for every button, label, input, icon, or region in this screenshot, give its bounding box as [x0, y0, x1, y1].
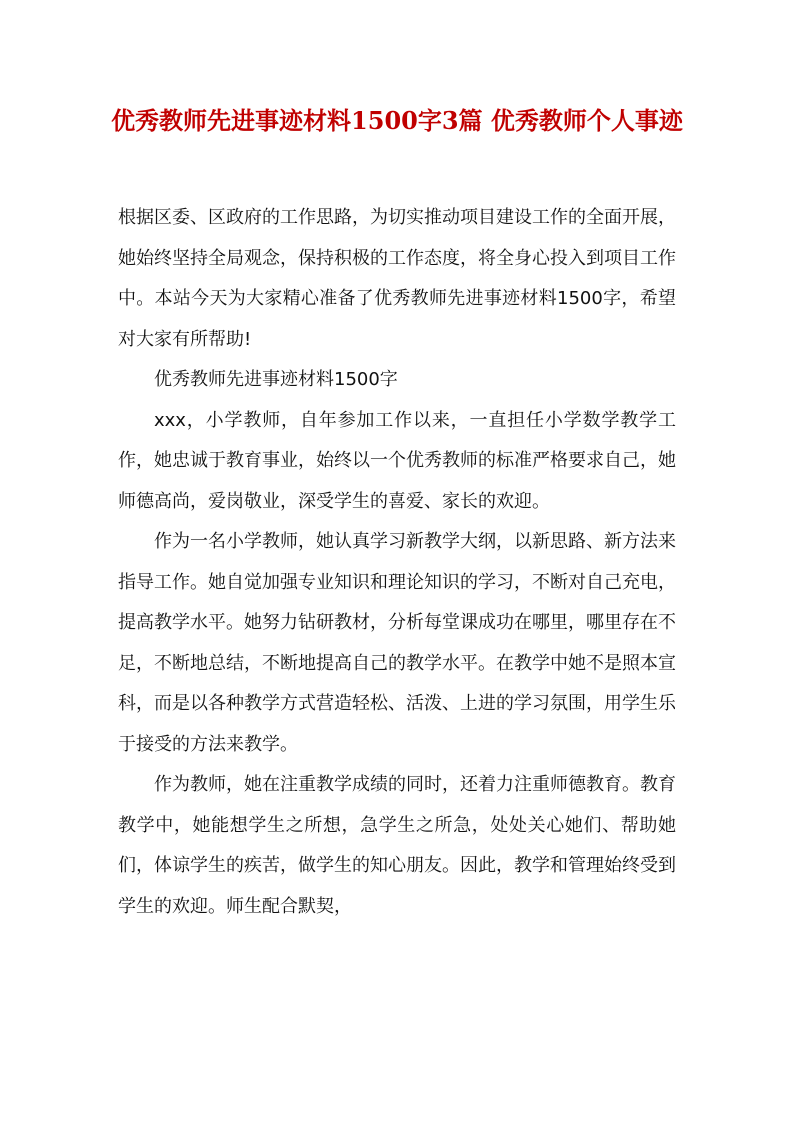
- section-heading: 优秀教师先进事迹材料1500字: [154, 369, 398, 390]
- body-paragraph: 作为教师，她在注重教学成绩的同时，还着力注重师德教育。教育教学中，她能想学生之所想，急学生之所急，处处关心她们、帮助她们，体谅学生的疾苦，做学生的知心朋友。因此，教学和管理始终受到学生的欢迎。师生配合默契，: [118, 774, 676, 917]
- document-title: 优秀教师先进事迹材料1500字3篇 优秀教师个人事迹: [111, 106, 683, 135]
- document-body: [118, 198, 676, 927]
- body-paragraph: xxx，小学教师，自年参加工作以来，一直担任小学数学教学工作，她忠诚于教育事业，始终以一个优秀教师的标准严格要求自己，她师德高尚，爱岗敬业，深受学生的喜爱、家长的欢迎。: [118, 409, 676, 512]
- body-paragraph: 作为一名小学教师，她认真学习新教学大纲，以新思路、新方法来指导工作。她自觉加强专业知识和理论知识的学习，不断对自己充电，提高教学水平。她努力钻研教材，分析每堂课成功在哪里，哪里存在不足，不断地总结，不断地提高自己的教学水平。在教学中她不是照本宣科，而是以各种教学方式营造轻松、活泼、上进的学习氛围，用学生乐于接受的方法来教学。: [118, 531, 676, 755]
- intro-paragraph: 根据区委、区政府的工作思路，为切实推动项目建设工作的全面开展，她始终坚持全局观念，保持积极的工作态度，将全身心投入到项目工作中。本站今天为大家精心准备了优秀教师先进事迹材料1500字，希望对大家有所帮助!: [118, 207, 676, 350]
